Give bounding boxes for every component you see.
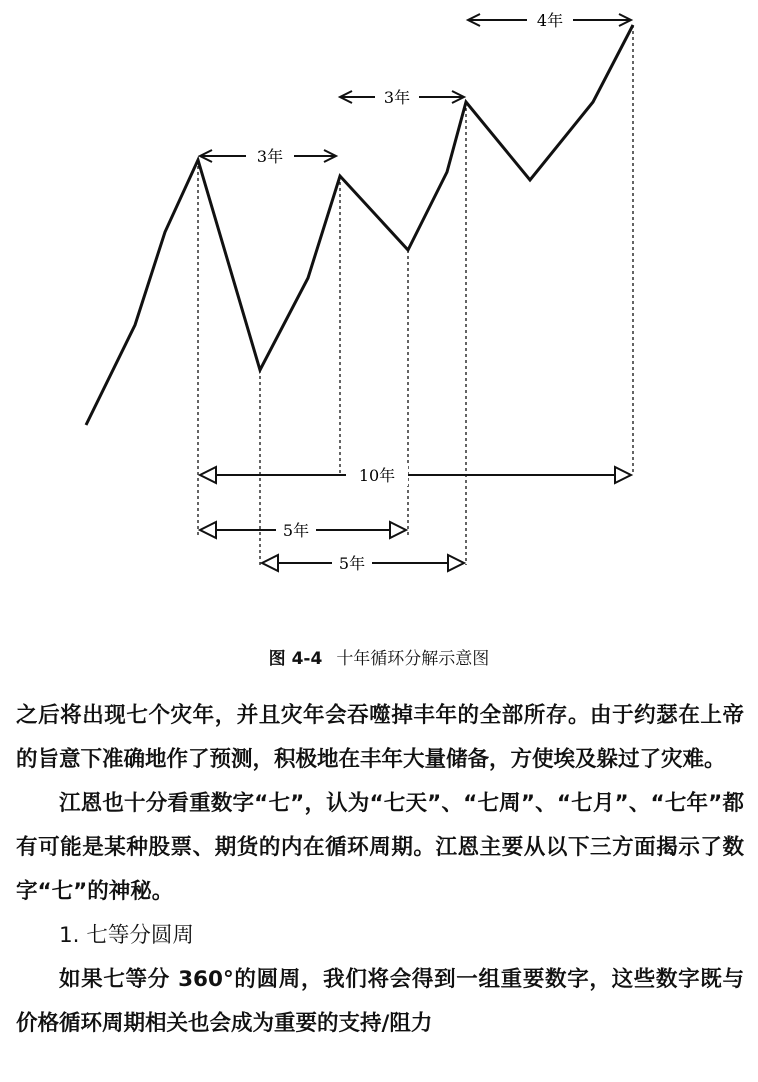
span-label-4yr: 4年 <box>536 11 564 30</box>
span-label-3yr-second: 3年 <box>383 88 411 107</box>
paragraph-2: 江恩也十分看重数字“七”，认为“七天”、“七周”、“七月”、“七年”都有可能是某种股票、期货的内在循环周期。江恩主要从以下三方面揭示了数字“七”的神秘。 <box>16 791 744 904</box>
section-heading: 1. 七等分圆周 <box>59 923 194 948</box>
span-label-5yr-second: 5年 <box>338 554 366 573</box>
figure-caption <box>0 644 758 669</box>
paragraph-1: 之后将出现七个灾年，并且灾年会吞噬掉丰年的全部所存。由于约瑟在上帝的旨意下准确地作了预测，积极地在丰年大量储备，方使埃及躲过了灾难。 <box>16 703 744 772</box>
span-label-10yr: 10年 <box>358 466 396 485</box>
figure-title: 十年循环分解示意图 <box>336 649 490 669</box>
span-arrow-10yr <box>200 467 631 483</box>
page-body <box>16 694 744 1046</box>
paragraph-3: 如果七等分 360°的圆周，我们将会得到一组重要数字，这些数字既与价格循环周期相关也会成为重要的支持/阻力 <box>16 967 744 1036</box>
span-label-3yr-first: 3年 <box>256 147 284 166</box>
price-line <box>86 25 633 425</box>
span-label-5yr-first: 5年 <box>282 521 310 540</box>
figure-number: 图 4-4 <box>268 649 323 669</box>
